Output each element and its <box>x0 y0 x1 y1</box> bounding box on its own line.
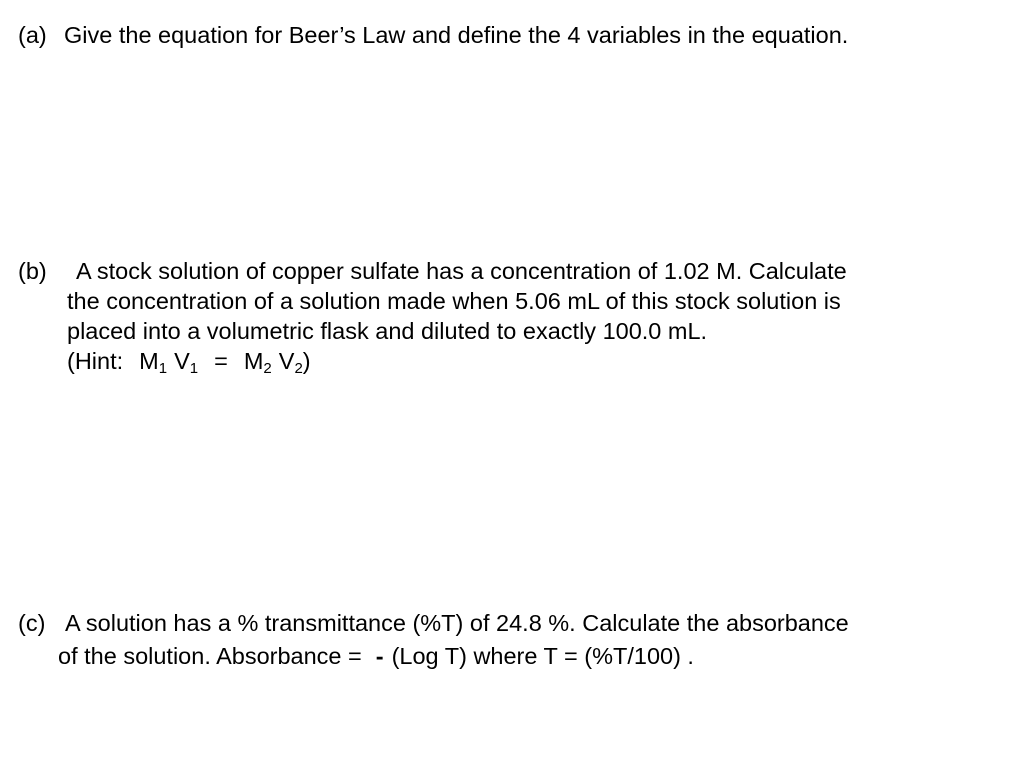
question-b-text-1: A stock solution of copper sulfate has a concentration of 1.02 M. Calculate <box>76 258 847 284</box>
hint-v2-subscript: 2 <box>294 360 303 377</box>
question-a-label: (a) <box>18 22 47 48</box>
question-a-text: Give the equation for Beer’s Law and define the 4 variables in the equation. <box>64 22 849 48</box>
question-b-line-1 <box>18 256 847 286</box>
question-c-label: (c) <box>18 610 46 636</box>
hint-open: (Hint: <box>67 348 124 374</box>
question-c-line-2 <box>18 641 849 674</box>
hint-v2: V <box>278 348 295 374</box>
question-c-line-1 <box>18 608 849 641</box>
hint-m2: M <box>243 348 264 374</box>
question-c-text-2b: (Log T) where T = (%T/100) . <box>391 643 694 669</box>
question-b-hint <box>18 346 847 376</box>
question-a <box>18 20 848 50</box>
minus-sign: - <box>375 643 384 669</box>
hint-m2-subscript: 2 <box>263 360 272 377</box>
question-b-line-3: placed into a volumetric flask and diluted to exactly 100.0 mL. <box>67 318 708 344</box>
hint-equals: = <box>214 348 228 374</box>
hint-m1-subscript: 1 <box>158 360 168 377</box>
question-b <box>18 256 847 376</box>
question-c <box>18 608 849 674</box>
question-c-text-1: A solution has a % transmittance (%T) of 24.8 %. Calculate the absorbance <box>65 610 849 636</box>
question-c-text-2a: of the solution. Absorbance = <box>58 643 362 669</box>
hint-v1: V <box>174 348 190 374</box>
question-b-line-2: the concentration of a solution made when 5.06 mL of this stock solution is <box>67 288 841 314</box>
question-b-label: (b) <box>18 258 47 284</box>
hint-close: ) <box>302 348 311 374</box>
hint-v1-subscript: 1 <box>189 360 199 377</box>
question-a-line <box>18 20 848 50</box>
hint-m1: M <box>139 348 159 374</box>
